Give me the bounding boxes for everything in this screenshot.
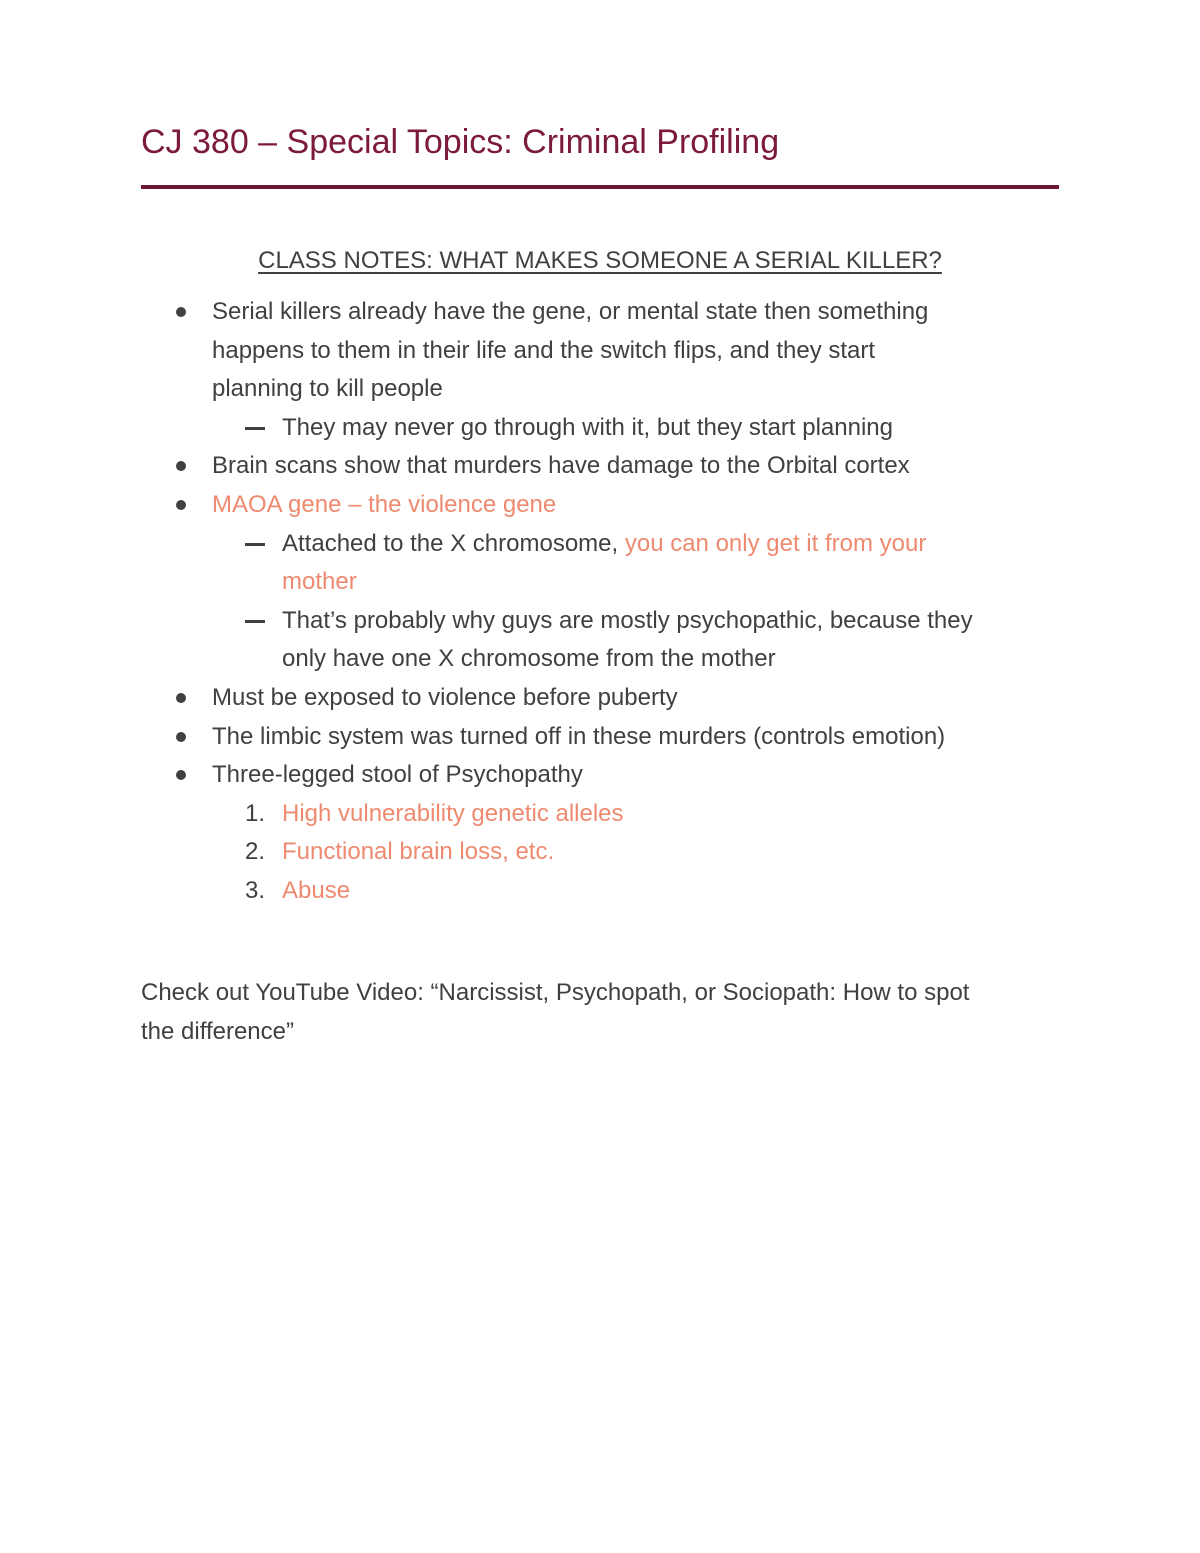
bullet-icon [176, 461, 186, 471]
bullet-icon [176, 732, 186, 742]
list-item-text: Three-legged stool of Psychopathy [212, 761, 583, 789]
bullet-icon [176, 693, 186, 703]
list-item [141, 293, 1059, 409]
video-reference [141, 974, 1071, 1051]
number-marker: 2. [245, 838, 266, 866]
notes-list [141, 293, 1059, 911]
numbered-item-text: Abuse [282, 876, 351, 904]
video-reference-text: the difference” [141, 1017, 294, 1045]
sub-list-item [141, 602, 1059, 679]
dash-icon [245, 543, 265, 546]
title-divider [141, 185, 1059, 189]
numbered-item [141, 833, 1059, 872]
video-reference-text: Check out YouTube Video: “Narcissist, Psychopath, or Sociopath: How to spot [141, 979, 970, 1006]
sub-list-item [141, 409, 1059, 448]
number-marker: 1. [245, 799, 266, 827]
list-item-text: Must be exposed to violence before puberty [212, 683, 678, 711]
list-item-text-highlight: MAOA gene – the violence gene [212, 490, 557, 518]
numbered-item [141, 872, 1059, 911]
list-item-text: The limbic system was turned off in these murders (controls emotion) [212, 722, 946, 750]
list-item [141, 679, 1059, 718]
dash-icon [245, 620, 265, 623]
number-marker: 3. [245, 876, 266, 904]
sub-list-item-highlight: you can only get it from your [624, 529, 927, 557]
bullet-icon [176, 307, 186, 317]
sub-list-item-text: Attached to the X chromosome, [282, 529, 625, 557]
list-item [141, 486, 1059, 525]
numbered-item-text: High vulnerability genetic alleles [282, 799, 624, 827]
sub-list-item-text: That’s probably why guys are mostly psychopathic, because they [282, 606, 973, 634]
dash-icon [245, 427, 265, 430]
list-item-text: Serial killers already have the gene, or mental state then something [212, 298, 929, 325]
sub-list-item-line [282, 525, 1059, 564]
bullet-icon [176, 770, 186, 780]
bullet-icon [176, 500, 186, 510]
notes-heading: CLASS NOTES: WHAT MAKES SOMEONE A SERIAL KILLER? [258, 247, 942, 274]
sub-list-item [141, 525, 1059, 602]
list-item-text: happens to them in their life and the switch flips, and they start [212, 336, 876, 364]
numbered-item-text: Functional brain loss, etc. [282, 838, 555, 866]
sub-list-item-text: They may never go through with it, but they start planning [282, 413, 894, 441]
list-item [141, 756, 1059, 795]
page-title: CJ 380 – Special Topics: Criminal Profiling [141, 123, 780, 161]
list-item-text: Brain scans show that murders have damage to the Orbital cortex [212, 452, 910, 480]
sub-list-item-highlight: mother [282, 568, 357, 596]
sub-list-item-text: only have one X chromosome from the mother [282, 645, 776, 673]
numbered-item [141, 795, 1059, 834]
list-item-text: planning to kill people [212, 375, 443, 403]
list-item [141, 447, 1059, 486]
list-item [141, 718, 1059, 757]
